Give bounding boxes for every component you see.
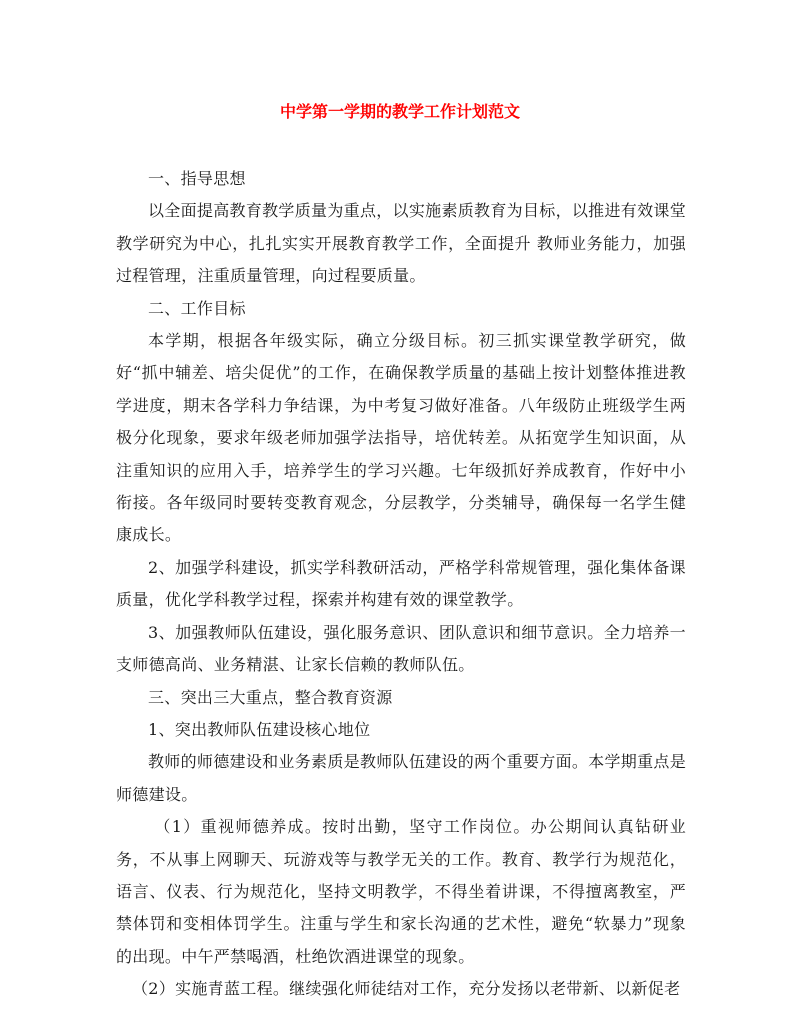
paragraph-subject-building: 2、加强学科建设，抓实学科教研活动，严格学科常规管理，强化集体备课质量，优化学科教学过程，探索并构建有效的课堂教学。 — [116, 557, 686, 610]
heading-three-priorities: 三、突出三大重点，整合教育资源 — [148, 687, 393, 707]
paragraph-work-goals: 本学期，根据各年级实际，确立分级目标。初三抓实课堂教学研究，做好“抓中辅差、培尖促优”的工作，在确保教学质量的基础上按计划整体推进教学进度，期末各学科力争结课，为中考复习做好准备。八年级防止班级学生两极分化现象，要求年级老师加强学法指导，培优转差。从拓宽学生知识面，从注重知识的应用入手，培养学生的学习兴趣。七年级抓好养成教育，作好中小衔接。各年级同时要转变教育观念，分层教学，分类辅导，确保每一名学生健康成长。 — [116, 331, 686, 545]
heading-work-goals: 二、工作目标 — [148, 298, 246, 318]
heading-teacher-core: 1、突出教师队伍建设核心地位 — [148, 719, 371, 739]
paragraph-teacher-team: 3、加强教师队伍建设，强化服务意识、团队意识和细节意识。全力培养一支师德高尚、业务精湛、让家长信赖的教师队伍。 — [116, 622, 686, 675]
paragraph-teacher-ethics: 教师的师德建设和业务素质是教师队伍建设的两个重要方面。本学期重点是师德建设。 — [116, 752, 686, 804]
paragraph-guiding-ideology: 以全面提高教育教学质量为重点，以实施素质教育为目标，以推进有效课堂教学研究为中心，扎扎实实开展教育教学工作，全面提升 教师业务能力，加强过程管理，注重质量管理，向过程要质量。 — [116, 201, 686, 286]
paragraph-qinglan-project: （2）实施青蓝工程。继续强化师徒结对工作，充分发扬以老带新、以新促老 — [132, 979, 681, 999]
heading-guiding-ideology: 一、指导思想 — [148, 169, 246, 188]
document-title: 中学第一学期的教学工作计划范文 — [279, 102, 520, 121]
document-body — [116, 163, 686, 1006]
paragraph-ethics-cultivation: （1）重视师德养成。按时出勤，坚守工作岗位。办公期间认真钻研业务，不从事上网聊天、玩游戏等与教学无关的工作。教育、教学行为规范化，语言、仪表、行为规范化，坚持文明教学，不得坐着讲课，不得擅离教室，严禁体罚和变相体罚学生。注重与学生和家长沟通的艺术性，避免“软暴力”现象的出现。中午严禁喝酒，杜绝饮酒进课堂的现象。 — [116, 817, 686, 966]
